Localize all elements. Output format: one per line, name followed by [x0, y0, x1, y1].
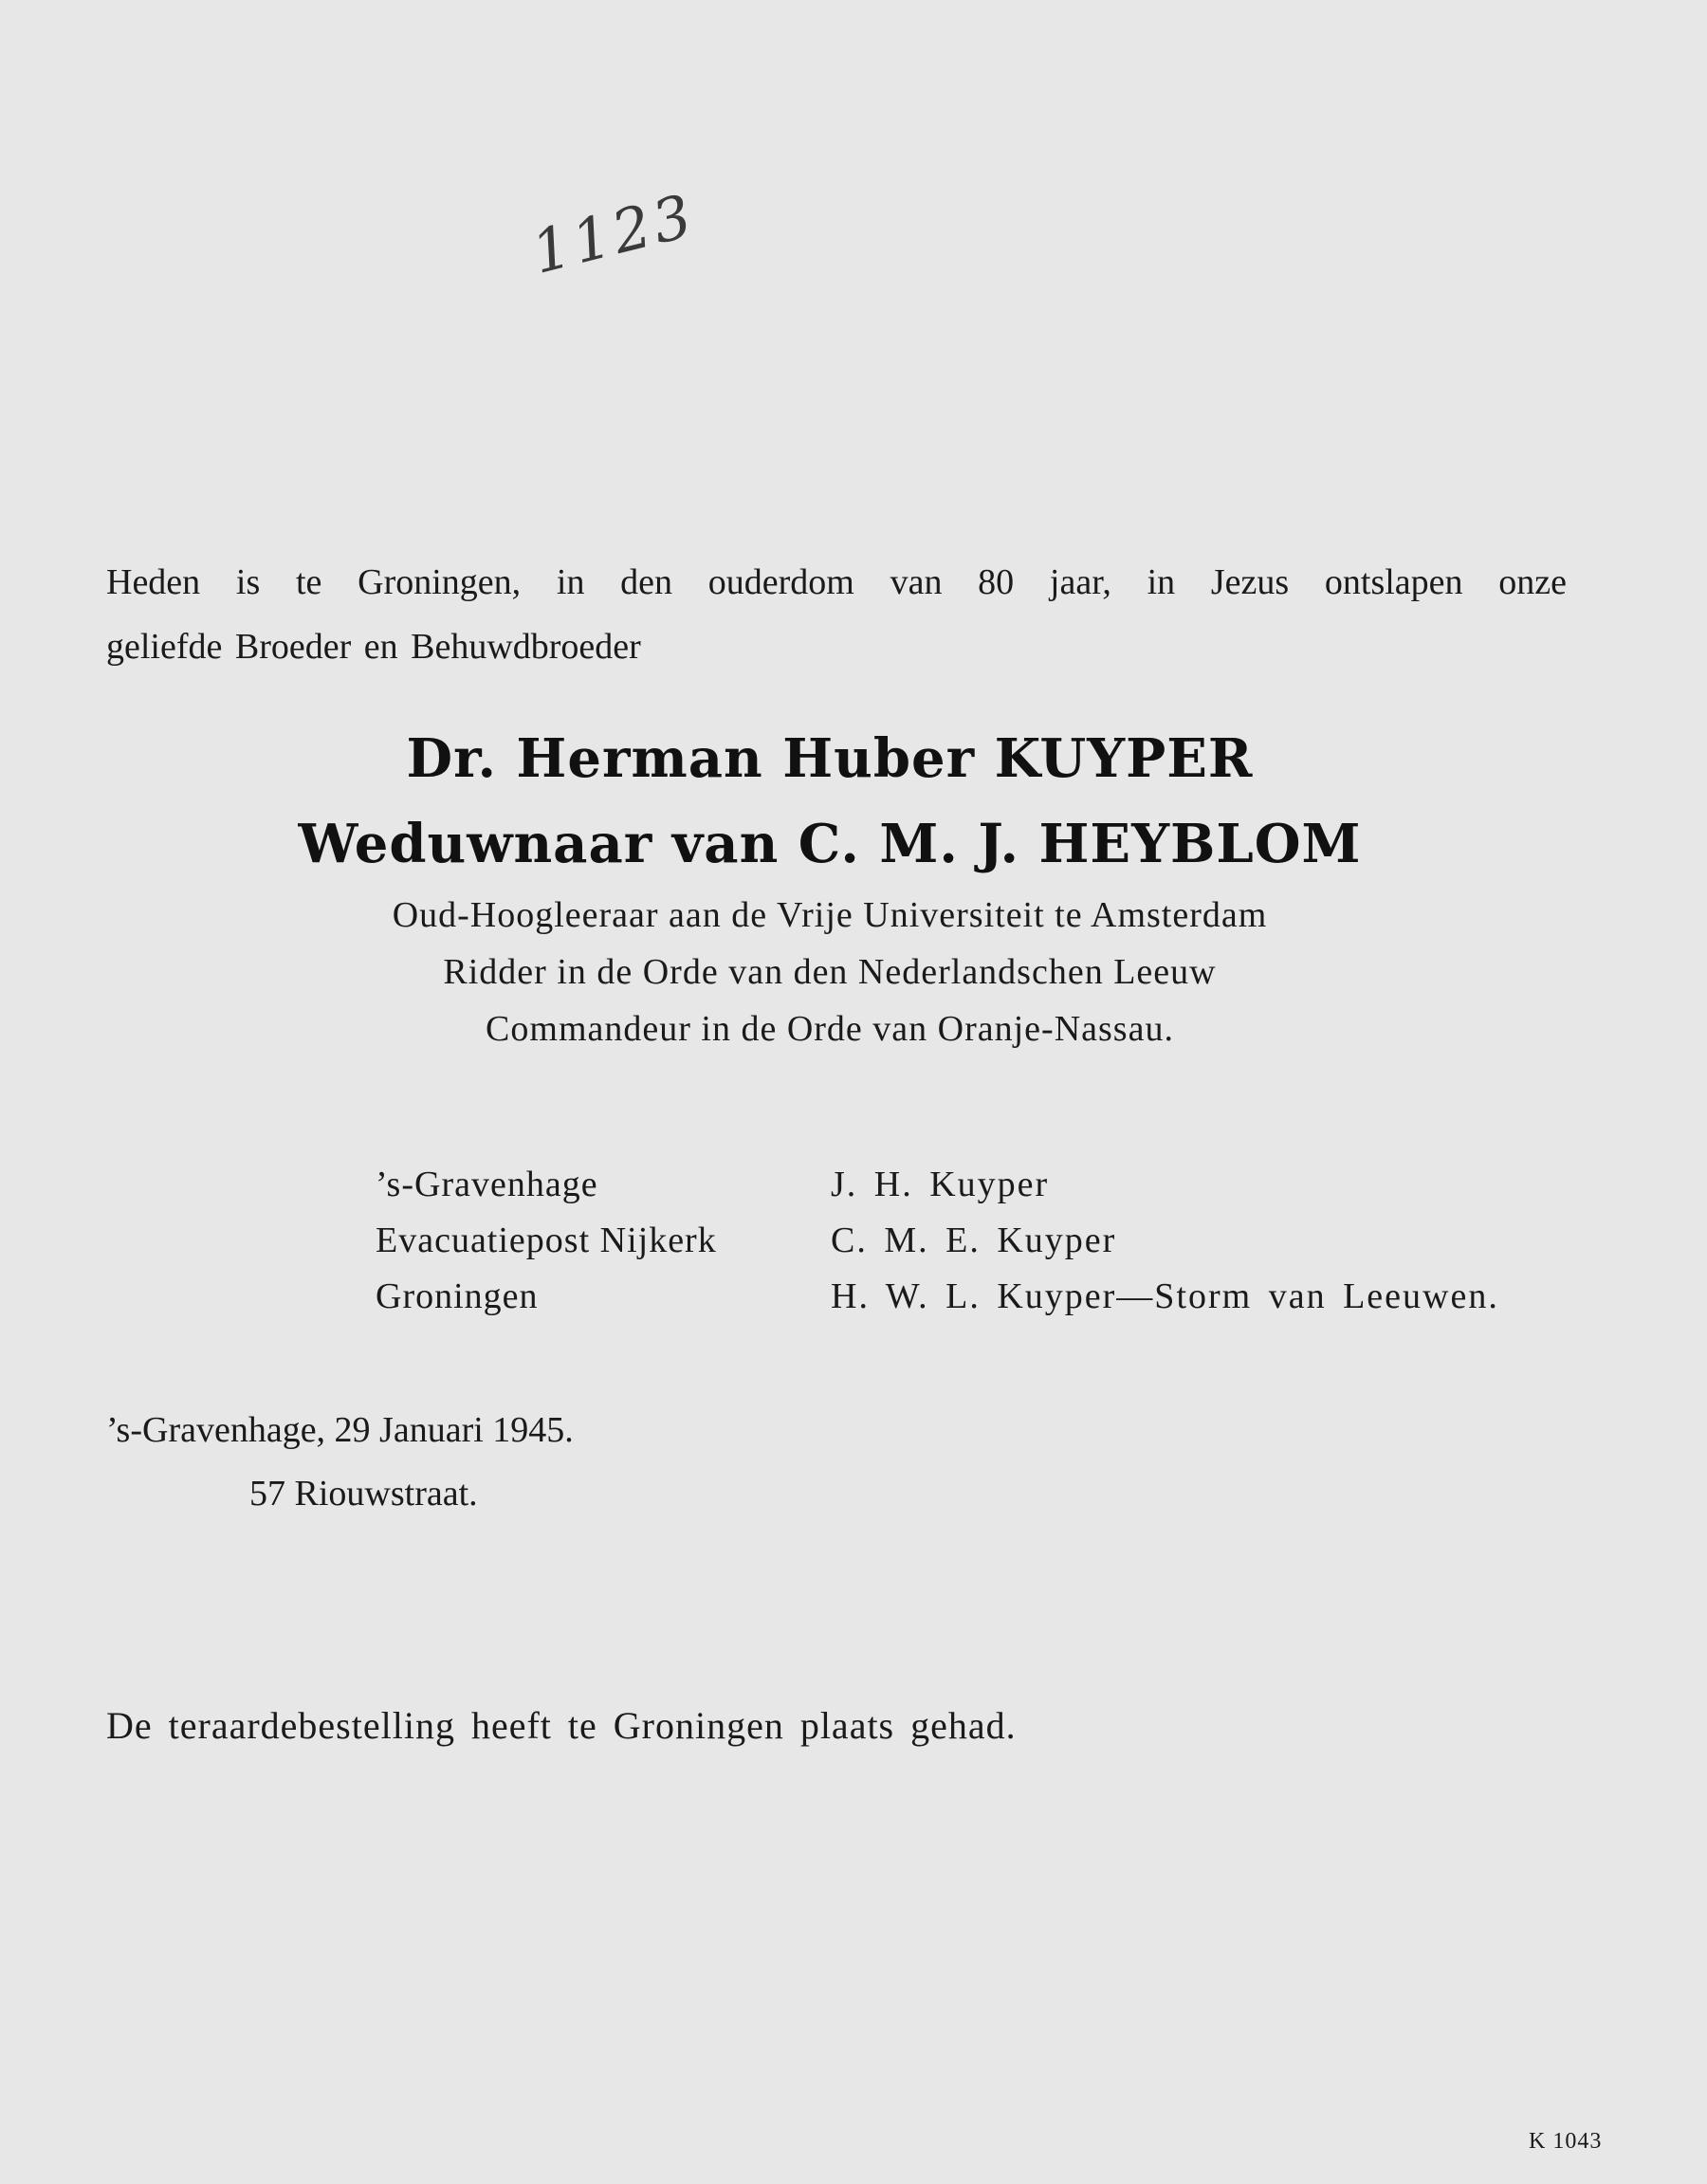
- relatives-list: [376, 1157, 1499, 1325]
- relative-name: J. H. Kuyper: [831, 1165, 1050, 1204]
- intro-paragraph: [106, 550, 1567, 679]
- burial-note: De teraardebestelling heeft te Groningen plaats gehad.: [106, 1704, 1017, 1747]
- intro-line-1: Heden is te Groningen, in den ouderdom van 80 jaar, in Jezus ontslapen onze: [106, 562, 1567, 602]
- deceased-title-1: Oud-Hoogleeraar aan de Vrije Universiteit te Amsterdam: [392, 895, 1268, 935]
- relative-place: Evacuatiepost Nijkerk: [376, 1220, 717, 1260]
- intro-line-2: geliefde Broeder en Behuwdbroeder: [106, 627, 641, 667]
- relative-row: [376, 1157, 1499, 1213]
- deceased-name: Dr. Herman Huber KUYPER: [406, 727, 1254, 790]
- relative-place: Groningen: [376, 1276, 539, 1316]
- deceased-block: [0, 716, 1660, 1057]
- place-date: ’s-Gravenhage, 29 Januari 1945.: [106, 1410, 574, 1450]
- relative-place: ’s-Gravenhage: [376, 1165, 598, 1204]
- deceased-title-3: Commandeur in de Orde van Oranje-Nassau.: [486, 1009, 1174, 1049]
- relative-row: [376, 1213, 1499, 1269]
- relative-row: [376, 1269, 1499, 1325]
- handwritten-number: 1123: [524, 180, 703, 287]
- relative-name: H. W. L. Kuyper—Storm van Leeuwen.: [831, 1276, 1499, 1316]
- address: 57 Riouwstraat.: [249, 1474, 478, 1514]
- widower-of: Weduwnaar van C. M. J. HEYBLOM: [298, 813, 1362, 875]
- relative-name: C. M. E. Kuyper: [831, 1220, 1117, 1260]
- deceased-title-2: Ridder in de Orde van den Nederlandschen Leeuw: [443, 952, 1217, 992]
- catalog-number: K 1043: [1529, 2129, 1603, 2154]
